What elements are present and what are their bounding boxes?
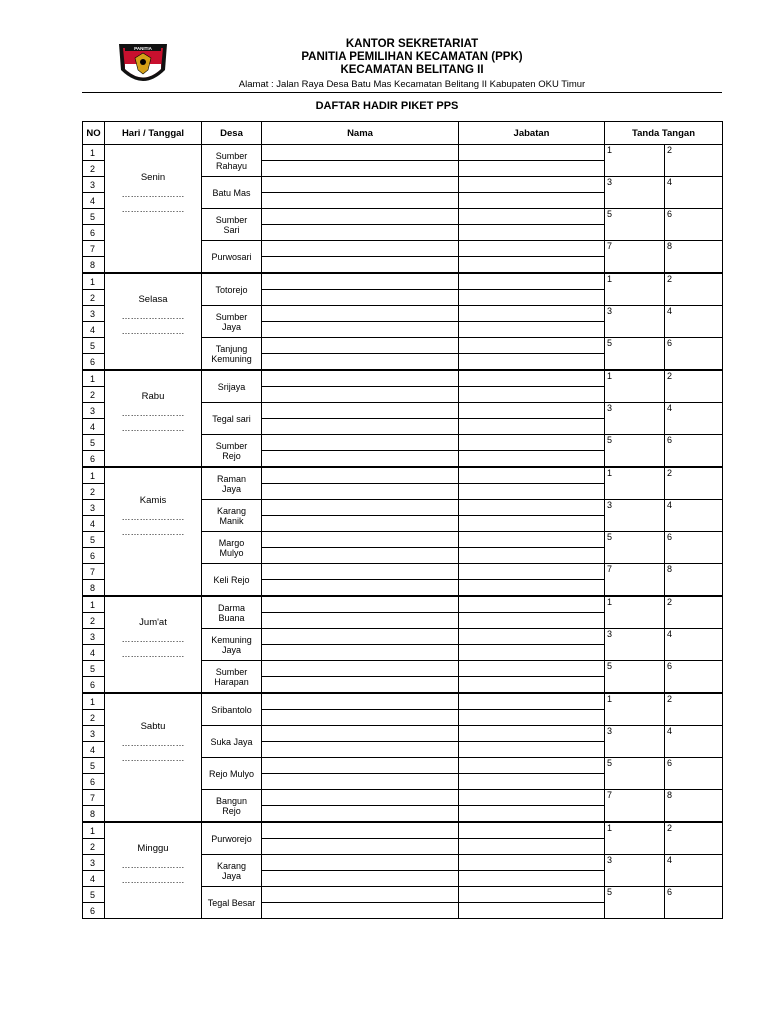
row-number: 6 (83, 677, 105, 694)
signature-cell[interactable]: 3 (605, 500, 665, 532)
village-cell: Darma Buana (202, 596, 262, 629)
table-row (83, 370, 723, 387)
row-number: 1 (83, 693, 105, 710)
signature-cell[interactable]: 6 (665, 435, 723, 468)
row-number: 2 (83, 613, 105, 629)
village-cell: Srijaya (202, 370, 262, 403)
row-number: 1 (83, 822, 105, 839)
signature-cell[interactable]: 6 (665, 532, 723, 564)
col-no: NO (83, 122, 105, 145)
village-cell: Tanjung Kemuning (202, 338, 262, 371)
name-cell[interactable] (262, 903, 459, 919)
position-cell[interactable] (459, 548, 605, 564)
row-number: 1 (83, 273, 105, 290)
position-cell[interactable] (459, 790, 605, 806)
name-cell[interactable] (262, 338, 459, 354)
office-title: KANTOR SEKRETARIAT (345, 38, 479, 50)
date-placeholder[interactable]: ………………… (121, 408, 185, 418)
signature-cell[interactable]: 2 (665, 370, 723, 403)
village-cell: Margo Mulyo (202, 532, 262, 564)
row-number: 4 (83, 193, 105, 209)
row-number: 4 (83, 322, 105, 338)
table-row (83, 693, 723, 710)
signature-cell[interactable]: 4 (665, 855, 723, 887)
name-cell[interactable] (262, 871, 459, 887)
district-title: KECAMATAN BELITANG II (340, 64, 484, 76)
village-cell: Sumber Harapan (202, 661, 262, 694)
position-cell[interactable] (459, 370, 605, 387)
name-cell[interactable] (262, 596, 459, 613)
row-number: 2 (83, 710, 105, 726)
signature-cell[interactable]: 2 (665, 467, 723, 500)
position-cell[interactable] (459, 516, 605, 532)
name-cell[interactable] (262, 693, 459, 710)
position-cell[interactable] (459, 177, 605, 193)
row-number: 5 (83, 758, 105, 774)
document-title: DAFTAR HADIR PIKET PPS (315, 100, 459, 112)
village-cell: Suka Jaya (202, 726, 262, 758)
position-cell[interactable] (459, 161, 605, 177)
signature-cell[interactable]: 7 (605, 241, 665, 274)
position-cell[interactable] (459, 726, 605, 742)
day-cell (105, 273, 202, 370)
signature-cell[interactable]: 2 (665, 822, 723, 855)
position-cell[interactable] (459, 613, 605, 629)
position-cell[interactable] (459, 645, 605, 661)
name-cell[interactable] (262, 564, 459, 580)
village-cell: Sumber Rejo (202, 435, 262, 468)
table-row (83, 273, 723, 290)
signature-cell[interactable]: 7 (605, 790, 665, 823)
name-cell[interactable] (262, 209, 459, 225)
date-placeholder[interactable]: ………………… (121, 527, 185, 537)
position-cell[interactable] (459, 903, 605, 919)
position-cell[interactable] (459, 306, 605, 322)
name-cell[interactable] (262, 661, 459, 677)
row-number: 3 (83, 500, 105, 516)
village-cell: Sumber Jaya (202, 306, 262, 338)
signature-cell[interactable]: 2 (665, 273, 723, 306)
row-number: 3 (83, 855, 105, 871)
signature-cell[interactable]: 4 (665, 500, 723, 532)
name-cell[interactable] (262, 516, 459, 532)
attendance-table (82, 121, 723, 919)
day-cell (105, 693, 202, 822)
position-cell[interactable] (459, 887, 605, 903)
position-cell[interactable] (459, 193, 605, 209)
row-number: 6 (83, 225, 105, 241)
position-cell[interactable] (459, 564, 605, 580)
row-number: 1 (83, 467, 105, 484)
name-cell[interactable] (262, 193, 459, 209)
row-number: 3 (83, 177, 105, 193)
position-cell[interactable] (459, 225, 605, 241)
row-number: 1 (83, 596, 105, 613)
signature-cell[interactable]: 6 (665, 209, 723, 241)
name-cell[interactable] (262, 257, 459, 274)
row-number: 7 (83, 241, 105, 257)
signature-cell[interactable]: 1 (605, 145, 665, 177)
village-cell: Purwosari (202, 241, 262, 274)
position-cell[interactable] (459, 629, 605, 645)
row-number: 6 (83, 451, 105, 468)
position-cell[interactable] (459, 484, 605, 500)
table-row (83, 467, 723, 484)
signature-cell[interactable]: 7 (605, 564, 665, 597)
signature-cell[interactable]: 4 (665, 726, 723, 758)
table-row (83, 596, 723, 613)
position-cell[interactable] (459, 435, 605, 451)
day-name: Selasa (138, 294, 168, 305)
village-cell: Batu Mas (202, 177, 262, 209)
row-number: 5 (83, 338, 105, 354)
day-name: Minggu (137, 843, 169, 854)
village-cell: Bangun Rejo (202, 790, 262, 823)
signature-cell[interactable]: 4 (665, 403, 723, 435)
name-cell[interactable] (262, 370, 459, 387)
row-number: 4 (83, 742, 105, 758)
signature-cell[interactable]: 1 (605, 693, 665, 726)
date-placeholder[interactable]: ………………… (121, 649, 185, 659)
position-cell[interactable] (459, 257, 605, 274)
village-cell: Karang Jaya (202, 855, 262, 887)
col-day: Hari / Tanggal (105, 122, 202, 145)
signature-cell[interactable]: 5 (605, 532, 665, 564)
position-cell[interactable] (459, 677, 605, 694)
position-cell[interactable] (459, 467, 605, 484)
row-number: 2 (83, 290, 105, 306)
name-cell[interactable] (262, 387, 459, 403)
name-cell[interactable] (262, 548, 459, 564)
signature-cell[interactable]: 8 (665, 241, 723, 274)
row-number: 1 (83, 370, 105, 387)
position-cell[interactable] (459, 806, 605, 823)
village-cell: Sumber Sari (202, 209, 262, 241)
signature-cell[interactable]: 2 (665, 145, 723, 177)
signature-cell[interactable]: 5 (605, 661, 665, 694)
row-number: 6 (83, 903, 105, 919)
name-cell[interactable] (262, 435, 459, 451)
village-cell: Kemuning Jaya (202, 629, 262, 661)
signature-cell[interactable]: 4 (665, 629, 723, 661)
village-cell: Purworejo (202, 822, 262, 855)
day-cell (105, 822, 202, 919)
village-cell: Sumber Rahayu (202, 145, 262, 177)
name-cell[interactable] (262, 322, 459, 338)
name-cell[interactable] (262, 580, 459, 597)
name-cell[interactable] (262, 241, 459, 257)
date-placeholder[interactable]: ………………… (121, 512, 185, 522)
date-placeholder[interactable]: ………………… (121, 326, 185, 336)
row-number: 7 (83, 790, 105, 806)
date-placeholder[interactable]: ………………… (121, 634, 185, 644)
name-cell[interactable] (262, 822, 459, 839)
signature-cell[interactable]: 3 (605, 726, 665, 758)
village-cell: Tegal sari (202, 403, 262, 435)
col-name: Nama (262, 122, 459, 145)
position-cell[interactable] (459, 354, 605, 371)
name-cell[interactable] (262, 806, 459, 823)
signature-cell[interactable]: 5 (605, 338, 665, 371)
signature-cell[interactable]: 5 (605, 435, 665, 468)
name-cell[interactable] (262, 290, 459, 306)
signature-cell[interactable]: 1 (605, 467, 665, 500)
signature-cell[interactable]: 1 (605, 822, 665, 855)
name-cell[interactable] (262, 855, 459, 871)
row-number: 5 (83, 435, 105, 451)
day-cell (105, 467, 202, 596)
date-placeholder[interactable]: ………………… (121, 738, 185, 748)
col-position: Jabatan (459, 122, 605, 145)
position-cell[interactable] (459, 419, 605, 435)
name-cell[interactable] (262, 484, 459, 500)
signature-cell[interactable]: 6 (665, 758, 723, 790)
name-cell[interactable] (262, 467, 459, 484)
name-cell[interactable] (262, 403, 459, 419)
row-number: 3 (83, 403, 105, 419)
row-number: 8 (83, 806, 105, 823)
position-cell[interactable] (459, 742, 605, 758)
date-placeholder[interactable]: ………………… (121, 189, 185, 199)
signature-cell[interactable]: 5 (605, 758, 665, 790)
row-number: 8 (83, 257, 105, 274)
row-number: 6 (83, 774, 105, 790)
name-cell[interactable] (262, 354, 459, 371)
signature-cell[interactable]: 5 (605, 209, 665, 241)
table-header-row (83, 122, 723, 145)
signature-cell[interactable]: 4 (665, 177, 723, 209)
name-cell[interactable] (262, 710, 459, 726)
logo-text: PANITIA (134, 46, 152, 51)
name-cell[interactable] (262, 532, 459, 548)
row-number: 5 (83, 532, 105, 548)
day-cell (105, 370, 202, 467)
row-number: 4 (83, 645, 105, 661)
name-cell[interactable] (262, 145, 459, 161)
signature-cell[interactable]: 6 (665, 887, 723, 919)
position-cell[interactable] (459, 822, 605, 839)
signature-cell[interactable]: 3 (605, 306, 665, 338)
signature-cell[interactable]: 8 (665, 564, 723, 597)
row-number: 5 (83, 887, 105, 903)
row-number: 2 (83, 839, 105, 855)
position-cell[interactable] (459, 241, 605, 257)
name-cell[interactable] (262, 629, 459, 645)
signature-cell[interactable]: 6 (665, 338, 723, 371)
position-cell[interactable] (459, 209, 605, 225)
address: Alamat : Jalan Raya Desa Batu Mas Kecamatan Belitang II Kabupaten OKU Timur (238, 79, 586, 90)
position-cell[interactable] (459, 710, 605, 726)
date-placeholder[interactable]: ………………… (121, 875, 185, 885)
position-cell[interactable] (459, 145, 605, 161)
row-number: 6 (83, 548, 105, 564)
signature-cell[interactable]: 3 (605, 403, 665, 435)
position-cell[interactable] (459, 839, 605, 855)
row-number: 5 (83, 209, 105, 225)
village-cell: Raman Jaya (202, 467, 262, 500)
name-cell[interactable] (262, 758, 459, 774)
village-cell: Totorejo (202, 273, 262, 306)
position-cell[interactable] (459, 580, 605, 597)
village-cell: Tegal Besar (202, 887, 262, 919)
signature-cell[interactable]: 3 (605, 629, 665, 661)
position-cell[interactable] (459, 338, 605, 354)
row-number: 2 (83, 387, 105, 403)
position-cell[interactable] (459, 758, 605, 774)
name-cell[interactable] (262, 790, 459, 806)
day-name: Sabtu (140, 721, 166, 732)
name-cell[interactable] (262, 273, 459, 290)
name-cell[interactable] (262, 742, 459, 758)
name-cell[interactable] (262, 613, 459, 629)
village-cell: Karang Manik (202, 500, 262, 532)
name-cell[interactable] (262, 306, 459, 322)
row-number: 3 (83, 629, 105, 645)
row-number: 8 (83, 580, 105, 597)
name-cell[interactable] (262, 726, 459, 742)
name-cell[interactable] (262, 774, 459, 790)
position-cell[interactable] (459, 774, 605, 790)
row-number: 3 (83, 726, 105, 742)
day-name: Rabu (141, 391, 165, 402)
name-cell[interactable] (262, 161, 459, 177)
row-number: 4 (83, 419, 105, 435)
day-cell (105, 596, 202, 693)
date-placeholder[interactable]: ………………… (121, 204, 185, 214)
name-cell[interactable] (262, 451, 459, 468)
day-name: Kamis (139, 495, 167, 506)
day-name: Jum'at (139, 617, 167, 628)
day-cell (105, 145, 202, 274)
table-row (83, 145, 723, 161)
name-cell[interactable] (262, 887, 459, 903)
date-placeholder[interactable]: ………………… (121, 423, 185, 433)
village-cell: Rejo Mulyo (202, 758, 262, 790)
committee-title: PANITIA PEMILIHAN KECAMATAN (PPK) (301, 51, 523, 63)
position-cell[interactable] (459, 596, 605, 613)
position-cell[interactable] (459, 403, 605, 419)
date-placeholder[interactable]: ………………… (121, 860, 185, 870)
village-cell: Sribantolo (202, 693, 262, 726)
row-number: 4 (83, 516, 105, 532)
position-cell[interactable] (459, 290, 605, 306)
name-cell[interactable] (262, 645, 459, 661)
signature-cell[interactable]: 6 (665, 661, 723, 694)
position-cell[interactable] (459, 871, 605, 887)
name-cell[interactable] (262, 839, 459, 855)
signature-cell[interactable]: 3 (605, 855, 665, 887)
signature-cell[interactable]: 3 (605, 177, 665, 209)
row-number: 6 (83, 354, 105, 371)
signature-cell[interactable]: 1 (605, 596, 665, 629)
col-village: Desa (202, 122, 262, 145)
name-cell[interactable] (262, 677, 459, 694)
signature-cell[interactable]: 1 (605, 370, 665, 403)
row-number: 4 (83, 871, 105, 887)
table-row (83, 822, 723, 839)
row-number: 2 (83, 161, 105, 177)
signature-cell[interactable]: 2 (665, 693, 723, 726)
signature-cell[interactable]: 1 (605, 273, 665, 306)
position-cell[interactable] (459, 532, 605, 548)
position-cell[interactable] (459, 451, 605, 468)
row-number: 1 (83, 145, 105, 161)
row-number: 7 (83, 564, 105, 580)
name-cell[interactable] (262, 177, 459, 193)
date-placeholder[interactable]: ………………… (121, 311, 185, 321)
name-cell[interactable] (262, 419, 459, 435)
day-name: Senin (140, 172, 166, 183)
position-cell[interactable] (459, 693, 605, 710)
position-cell[interactable] (459, 500, 605, 516)
position-cell[interactable] (459, 273, 605, 290)
row-number: 3 (83, 306, 105, 322)
signature-cell[interactable]: 4 (665, 306, 723, 338)
header-divider (82, 92, 722, 93)
position-cell[interactable] (459, 855, 605, 871)
position-cell[interactable] (459, 387, 605, 403)
row-number: 5 (83, 661, 105, 677)
date-placeholder[interactable]: ………………… (121, 753, 185, 763)
col-signature: Tanda Tangan (605, 122, 723, 145)
name-cell[interactable] (262, 225, 459, 241)
village-cell: Keli Rejo (202, 564, 262, 597)
signature-cell[interactable]: 8 (665, 790, 723, 823)
position-cell[interactable] (459, 661, 605, 677)
position-cell[interactable] (459, 322, 605, 338)
signature-cell[interactable]: 2 (665, 596, 723, 629)
row-number: 2 (83, 484, 105, 500)
signature-cell[interactable]: 5 (605, 887, 665, 919)
name-cell[interactable] (262, 500, 459, 516)
